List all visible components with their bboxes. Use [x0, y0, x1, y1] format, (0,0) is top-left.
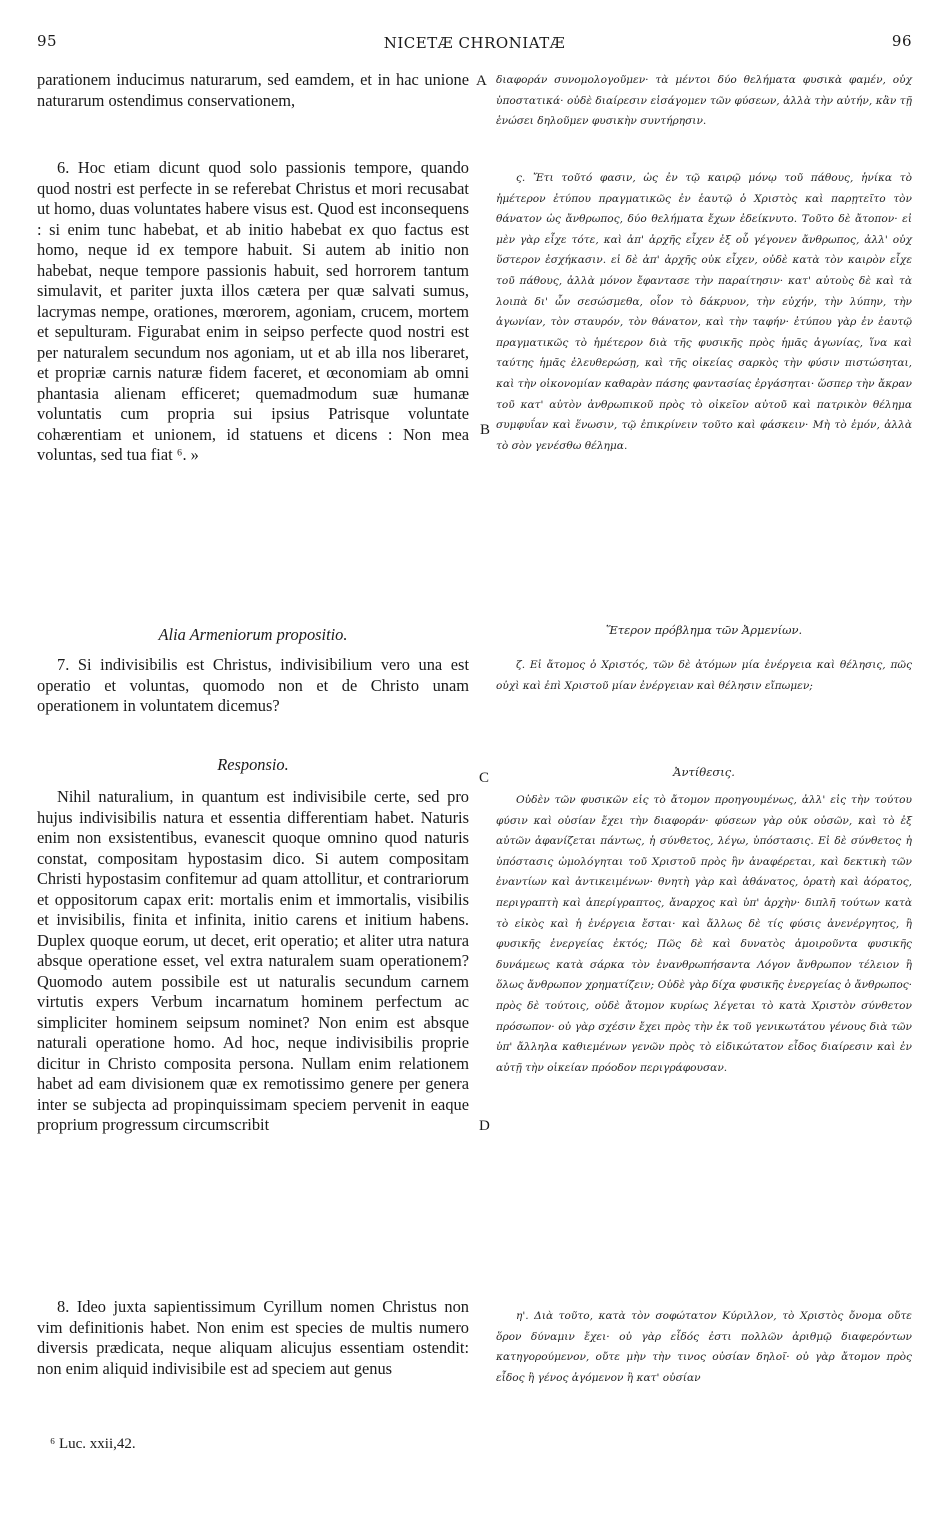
latin-paragraph-6: 6. Hoc etiam dicunt quod solo passionis tempore, quando quod nostri est perfecte in se referebat Christus et mori recusabat ut homo, duas voluntates habere visus est. Quod est inconsequens : si enim tunc habebat, et ab initio habebat ex quo factus est homo, neque id ex tempore habuit. Si autem ab initio non habebat, neque tempore passionis habuit, sed horrorem tantum simulavit, et pariter juxta illos cætera per quæ salvati sumus, lacrymas nempe, orationes, mœrorem, agoniam, crucem, mortem et sepulturam. Figurabat enim in seipso perfecte quod nostri est per naturalem secundum nos agoniam, ut et ab illa nos liberaret, et propriæ carnis naturæ fidem faceret, et œconomiam ab omni phantasia alienam efficeret; quemadmodum suæ humanæ voluntatis cum propria sui ipsius Patrisque voluntate cohærentiam et unionem, id statuens et dicens : Non mea voluntas, sed tua fiat ⁶. »	[37, 158, 469, 464]
latin-section-6	[37, 158, 469, 466]
greek-section-zeta	[496, 655, 912, 696]
greek-heading-heteron: Ἕτερον πρόβλημα τῶν Ἀρμενίων.	[605, 623, 803, 637]
latin-top-paragraph: parationem inducimus naturarum, sed eamdem, et in hac unione naturarum ostendimus conservationem,	[37, 70, 469, 110]
latin-responsio-paragraph: Nihil naturalium, in quantum est indivisibile certe, sed pro hujus indivisibilis natura et essentia differentiam habet. Naturis enim non exsistentibus, evanescit quoque omnino quod naturis constat, compositam hypostasim dico. Si autem compositam Christi hypostasim confitemur ad quam attollitur, et contrariorum et oppositorum capax erit: mortalis enim et immortalis, visibilis et invisibilis, finita et infinita, initio carens et initium habens. Duplex quoque eorum, ut decet, erit operatio; et aliter utra natura absque operatione esset, vel extra naturalem suam operationem? Quomodo autem possibile est ut naturalis secundum carnem virtutis expers Verbum incarnatum hominem perfectum ac simpliciter hominem seipsum nominet? Non enim est absque naturali operatione homo. Ad hoc, neque indivisibilis proprie dicitur in Christo composita persona. Nullam enim relationem habet ad eam divisionem quæ ex remotissimo genere per genera inter se subjecta ad propinquissimam speciem pervenit in eaque proprium progressum circumscribit	[37, 787, 469, 1134]
greek-paragraph-zeta: ζ. Εἰ ἄτομος ὁ Χριστός, τῶν δὲ ἀτόμων μία ἐνέργεια καὶ θέλησις, πῶς οὐχὶ καὶ ἐπὶ Χριστοῦ μίαν ἐνέργειαν καὶ θέλησιν εἴπωμεν;	[496, 659, 912, 692]
greek-continuation	[496, 70, 912, 132]
greek-antithesis	[496, 790, 912, 1078]
margin-letter-b: B	[480, 422, 491, 438]
latin-responsio	[37, 787, 469, 1136]
running-title: NICETÆ CHRONIATÆ	[383, 34, 566, 52]
greek-paragraph-eta: η'. Διὰ τοῦτο, κατὰ τὸν σοφώτατον Κύριλλον, τὸ Χριστὸς ὄνομα οὔτε ὅρον δύναμιν ἔχει· οὐ γὰρ εἶδός ἐστι πολλῶν ἀριθμῷ διαφερόντων κατηγορούμενον, οὔτε μὴν τὴν τινος οὐσίαν δηλοῖ· οὐ γὰρ ἄτομον πρὸς εἶδος ἢ γένος ἀγόμενον ἢ κατ' οὐσίαν	[496, 1310, 912, 1384]
greek-section-stigma	[496, 168, 912, 456]
latin-section-8	[37, 1297, 469, 1379]
greek-heading-antithesis: Ἀντίθεσις.	[673, 765, 735, 779]
greek-paragraph-stigma: ς. Ἔτι τοῦτό φασιν, ὡς ἐν τῷ καιρῷ μόνῳ τοῦ πάθους, ἡνίκα τὸ ἡμέτερον ἐτύπου πραγματικῶς ἐν ἑαυτῷ ὁ Χριστὸς καὶ παρῃτεῖτο τὸν θάνατον ὡς ἄνθρωπος, δύο θελήματα ἔχων ἐδείκνυτο. Τοῦτο δὲ ἄτοπον· εἰ μὲν γὰρ εἶχε τότε, καὶ ἀπ' ἀρχῆς εἶχεν ἐξ οὗ γέγονεν ἄνθρωπος, ἀλλ' οὐχ ὕστερον ἐσχήκασιν. εἰ δὲ ἀπ' ἀρχῆς οὐκ εἶχεν, οὐδὲ κατὰ τὸν καιρὸν εἶχε τοῦ πάθους, ἀλλὰ μόνον ἔφαντασε τὴν παραίτησιν· κατ' αὐτοὺς δὲ καὶ τὰ λοιπὰ δι' ὧν σεσώσμεθα, οἷον τὸ δάκρυον, τὴν εὐχήν, τὴν λύπην, τὴν ἀγωνίαν, τὸν σταυρόν, τὸν θάνατον, καὶ τὴν ταφήν· ἐτύπου γὰρ ἐν ἑαυτῷ πραγματικῶς τὸ ἡμέτερον διὰ τῆς φυσικῆς πρὸς ἡμᾶς ἀγωνίας, ἵνα καὶ ταύτης ἡμᾶς ἐλευθερώσῃ, καὶ τῆς οἰκείας σαρκὸς τὴν φύσιν πιστώσηται, καὶ τὴν οἰκονομίαν καθαρὰν πάσης φαντασίας ἐργάσηται· ὥσπερ τὴν ἄκραν τοῦ κατ' αὐτὸν ἀνθρωπικοῦ πρὸς τὸ οἰκεῖον αὐτοῦ καὶ πατρικὸν θέλημα συμφυΐαν καὶ ἕνωσιν, τῷ ἐπικρίνειν τοῦτο καὶ φάσκειν· Μὴ τὸ ἐμόν, ἀλλὰ τὸ σὸν γενέσθω θέλημα.	[496, 172, 912, 452]
greek-top-paragraph: διαφοράν συνομολογοῦμεν· τὰ μέντοι δύο θελήματα φυσικὰ φαμέν, οὐχ ὑποστατικά· οὐδὲ διαίρεσιν εἰσάγομεν τῶν φύσεων, ἀλλὰ τὴν αὐτήν, κἂν τῇ ἑνώσει δηλοῦμεν φυσικὴν συντήρησιν.	[496, 74, 912, 128]
greek-antithesis-paragraph: Οὐδὲν τῶν φυσικῶν εἰς τὸ ἄτομον προηγουμένως, ἀλλ' εἰς τὴν τούτου φύσιν καὶ οὐσίαν ἔχει τὴν διαφοράν· φύσεων γὰρ οὐκ οὐσῶν, καὶ τὸ ἐξ αὐτῶν ἀφανίζεται πάντως, ἡ σύνθετος, λέγω, ὑπόστασις. Εἰ δὲ σύνθετος ἡ ὑπόστασις ὡμολόγηται τοῦ Χριστοῦ πρὸς ἣν ἀναφέρεται, καὶ δεκτικὴ τῶν ἐναντίων καὶ ἀντικειμένων· θνητὴ γὰρ καὶ ἀθάνατος, ὁρατὴ καὶ ἀόρατος, περιγραπτὴ καὶ ἀπερίγραπτος, ἄναρχος καὶ ὑπ' ἀρχὴν· διπλῆ τούτων κατὰ τὸ εἰκὸς καὶ ἡ ἐνέργεια ἔσται· καὶ ἄλλως δὲ τίς φύσις ἀνενέργητος, ἢ φυσικῆς ἐνεργείας ἐκτός; Πῶς δὲ καὶ δυνατὸς ἀμοιροῦντα φυσικῆς δυνάμεως κατὰ σάρκα τὸν ἐνανθρωπήσαντα Λόγον ἄνθρωπον τέλειον ἢ ὅλως ἄνθρωπον χρηματίζειν; Οὐδὲ γὰρ δίχα φυσικῆς ἐνεργείας ὁ ἄνθρωπος· πρὸς δὲ τούτοις, οὐδὲ ἄτομον κυρίως λέγεται τὸ κατὰ Χριστὸν σύνθετον πρόσωπον· οὐ γὰρ σχέσιν ἔχει πρὸς τὴν ἐκ τοῦ γενικωτάτου γένους διὰ τῶν ὑπ' ἄλληλα καθιεμένων γενῶν πρὸς τὸ εἰδικώτατον εἶδος διαίρεσιν καὶ ἐν αὐτῇ τὴν οἰκείαν πρόοδον περιγράφουσαν.	[496, 794, 912, 1074]
latin-continuation	[37, 70, 469, 111]
footnote: ⁶ Luc. xxii,42.	[50, 1436, 136, 1452]
margin-letter-d: D	[479, 1118, 490, 1134]
margin-letter-a: A	[476, 73, 487, 89]
page-number-left: 95	[37, 32, 58, 50]
latin-paragraph-8: 8. Ideo juxta sapientissimum Cyrillum nomen Christus non vim definitionis habet. Non enim est species de multis numero diversis prædicata, neque aliquam alicujus essentiam ostendit: non enim aliquid indivisibile est ad speciem aut genus	[37, 1297, 469, 1378]
greek-section-eta	[496, 1306, 912, 1388]
latin-heading-responsio: Responsio.	[217, 755, 289, 774]
latin-paragraph-7: 7. Si indivisibilis est Christus, indivisibilium vero una est operatio et voluntas, quomodo non et de Christo unam operationem in voluntatem dicemus?	[37, 655, 469, 715]
latin-section-7	[37, 655, 469, 717]
latin-heading-alia: Alia Armeniorum propositio.	[158, 625, 348, 644]
margin-letter-c: C	[479, 770, 490, 786]
page-number-right: 96	[891, 32, 912, 50]
